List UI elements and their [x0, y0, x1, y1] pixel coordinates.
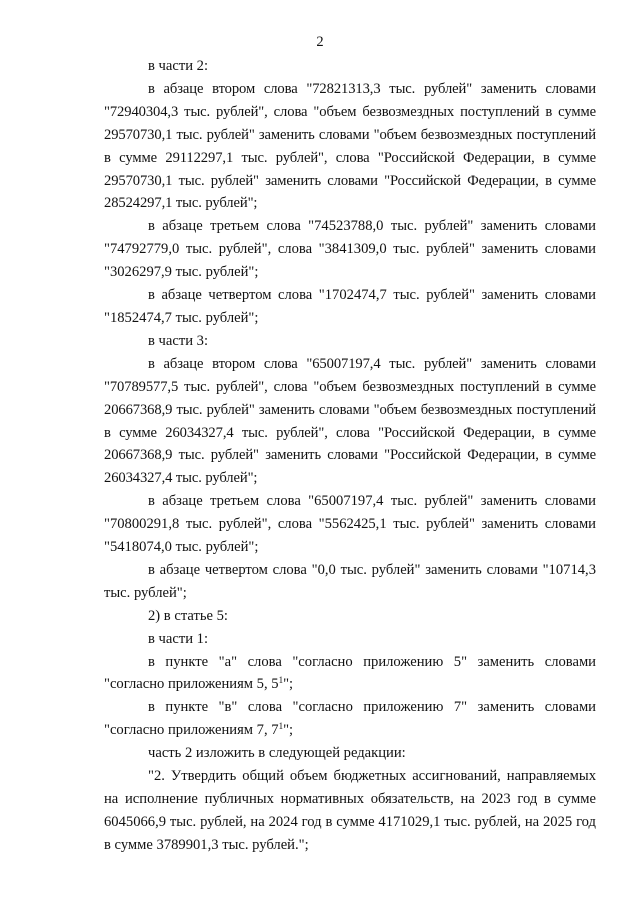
- paragraph-item-b: [104, 696, 596, 742]
- item-a-superscript: 1: [278, 675, 284, 686]
- paragraph-part3-abzac4: в абзаце четвертом слова "0,0 тыс. рублей" заменить словами "10714,3 тыс. рублей";: [104, 561, 596, 601]
- paragraph-part2-header: в части 2:: [148, 58, 209, 74]
- paragraph-part3-abzac3: в абзаце третьем слова "65007197,4 тыс. рублей" заменить словами "70800291,8 тыс. рублей", слова "5562425,1 тыс. рублей" заменить словами "5418074,0 тыс. рублей";: [104, 493, 596, 556]
- item-a-text: в пункте "а" слова "согласно приложению 5" заменить словами "согласно приложениям 5, 5: [104, 653, 596, 693]
- item-a-tail: ";: [283, 676, 294, 693]
- page-number: 2: [316, 34, 324, 50]
- paragraph-part3-header: в части 3:: [148, 332, 209, 349]
- item-b-tail: ";: [283, 722, 294, 739]
- paragraph-part2-abzac3: в абзаце третьем слова "74523788,0 тыс. рублей" заменить словами "74792779,0 тыс. рублей", слова "3841309,0 тыс. рублей" заменить словами "3026297,9 тыс. рублей";: [104, 218, 596, 281]
- document-body: [104, 55, 596, 857]
- paragraph-part2-abzac4: в абзаце четвертом слова "1702474,7 тыс. рублей" заменить словами "1852474,7 тыс. рублей";: [104, 287, 596, 326]
- paragraph-article5-header: 2) в статье 5:: [148, 607, 228, 624]
- paragraph-final-quote: "2. Утвердить общий объем бюджетных ассигнований, направляемых на исполнение публичных нормативных обязательств, на 2023 год в сумме 6045066,9 тыс. рублей, на 2024 год в сумме 4171029,1 тыс. рублей, на 2025 год в сумме 3789901,3 тыс. рублей.";: [104, 768, 596, 853]
- paragraph-part2-abzac2: в абзаце втором слова "72821313,3 тыс. рублей" заменить словами "72940304,3 тыс. рублей", слова "объем безвозмездных поступлений в сумме 29570730,1 тыс. рублей" заменить словами "объем безвозмездных поступлений в сумме 29112297,1 тыс. рублей", слова "Российской Федерации, в сумме 29570730,1 тыс. рублей" заменить словами "Российской Федерации, в сумме 28524297,1 тыс. рублей";: [104, 80, 596, 212]
- item-b-text: в пункте "в" слова "согласно приложению 7" заменить словами "согласно приложениям 7, 7: [104, 699, 596, 739]
- paragraph-article5-part1: в части 1:: [148, 630, 209, 647]
- paragraph-part2-new-edition: часть 2 изложить в следующей редакции:: [148, 745, 406, 762]
- paragraph-item-a: [104, 651, 596, 697]
- item-b-superscript: 1: [278, 721, 284, 732]
- paragraph-part3-abzac2: в абзаце втором слова "65007197,4 тыс. рублей" заменить словами "70789577,5 тыс. рублей", слова "объем безвозмездных поступлений в сумме 20667368,9 тыс. рублей" заменить словами "объем безвозмездных поступлений в сумме 26034327,4 тыс. рублей", слова "Российской Федерации, в сумме 20667368,9 тыс. рублей" заменить словами "Российской Федерации, в сумме 26034327,4 тыс. рублей";: [104, 355, 596, 487]
